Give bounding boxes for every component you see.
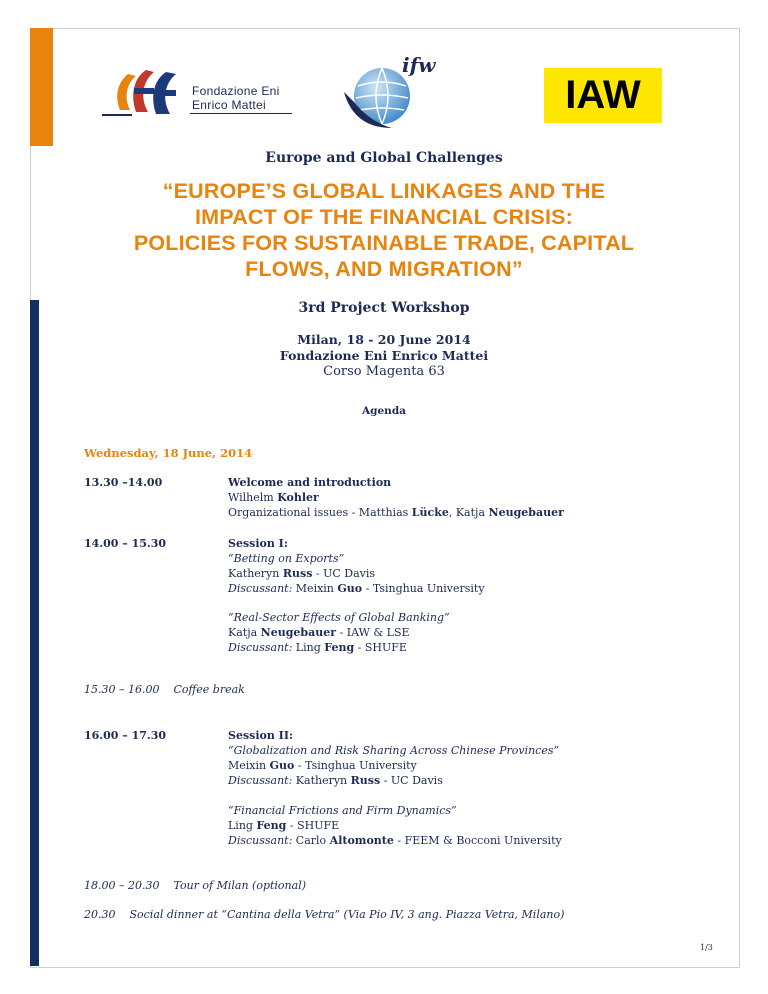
slot-title: Welcome and introduction bbox=[228, 476, 392, 489]
title-line-3: POLICIES FOR SUSTAINABLE TRADE, CAPITAL bbox=[133, 231, 635, 255]
discussant-last: Altomonte bbox=[329, 834, 394, 847]
social-dinner: 20.30 Social dinner at “Cantina della Vetra” (Via Pio IV, 3 ang. Piazza Vetra, Milano) bbox=[84, 908, 565, 921]
speaker-line bbox=[228, 490, 564, 505]
slot-welcome bbox=[228, 475, 564, 520]
discussant-label: Discussant: bbox=[228, 774, 293, 787]
agenda-heading: Agenda bbox=[362, 405, 406, 417]
presenter-first: Meixin bbox=[228, 759, 267, 772]
series-heading: Europe and Global Challenges bbox=[265, 150, 503, 166]
presenter-first: Katheryn bbox=[228, 567, 280, 580]
discussant-first: Carlo bbox=[295, 834, 327, 847]
presenter-line bbox=[228, 625, 450, 640]
slot-time: 16.00 – 17.30 bbox=[84, 729, 167, 742]
coffee-break: 15.30 – 16.00 Coffee break bbox=[84, 683, 245, 696]
discussant-last: Russ bbox=[350, 774, 381, 787]
presenter-affiliation: - UC Davis bbox=[315, 567, 376, 580]
feem-line-1: Fondazione Eni bbox=[192, 84, 280, 98]
ifw-logo-text: ifw bbox=[402, 53, 436, 77]
accent-bar-navy bbox=[30, 300, 39, 966]
session-1-paper-2 bbox=[228, 610, 450, 655]
feem-line-2: Enrico Mattei bbox=[192, 98, 266, 112]
feem-logo-text bbox=[192, 84, 280, 112]
discussant-line bbox=[228, 833, 562, 848]
presenter-first: Katja bbox=[228, 626, 258, 639]
discussant-affiliation: - FEEM & Bocconi University bbox=[397, 834, 562, 847]
speaker-last: Kohler bbox=[277, 491, 319, 504]
discussant-label: Discussant: bbox=[228, 834, 293, 847]
workshop-title bbox=[0, 178, 768, 282]
discussant-last: Feng bbox=[324, 641, 355, 654]
venue-address: Corso Magenta 63 bbox=[323, 364, 445, 379]
iaw-logo-text: IAW bbox=[565, 73, 641, 117]
presenter-last: Neugebauer bbox=[260, 626, 337, 639]
presenter-first: Ling bbox=[228, 819, 253, 832]
paper-title: “Real-Sector Effects of Global Banking” bbox=[228, 611, 450, 624]
org-separator: , Katja bbox=[448, 506, 486, 519]
session-2 bbox=[228, 728, 559, 788]
slot-time: 13.30 –14.00 bbox=[84, 476, 163, 489]
day-heading: Wednesday, 18 June, 2014 bbox=[84, 446, 253, 460]
presenter-affiliation: - IAW & LSE bbox=[339, 626, 410, 639]
title-line-4: FLOWS, AND MIGRATION” bbox=[245, 257, 523, 281]
session-2-paper-2 bbox=[228, 803, 562, 848]
discussant-first: Katheryn bbox=[295, 774, 348, 787]
tour-of-milan: 18.00 – 20.30 Tour of Milan (optional) bbox=[84, 879, 307, 892]
discussant-affiliation: - UC Davis bbox=[383, 774, 443, 787]
presenter-line bbox=[228, 758, 559, 773]
session-label: Session II: bbox=[228, 729, 294, 742]
presenter-last: Guo bbox=[269, 759, 295, 772]
discussant-label: Discussant: bbox=[228, 641, 293, 654]
discussant-line bbox=[228, 773, 559, 788]
title-line-2: IMPACT OF THE FINANCIAL CRISIS: bbox=[194, 205, 574, 229]
speaker-first: Wilhelm bbox=[228, 491, 274, 504]
paper-title: “Betting on Exports” bbox=[228, 552, 345, 565]
org-name-2: Neugebauer bbox=[488, 506, 564, 519]
host-institution: Fondazione Eni Enrico Mattei bbox=[279, 348, 489, 363]
workshop-number: 3rd Project Workshop bbox=[298, 300, 470, 316]
paper-title: “Globalization and Risk Sharing Across Chinese Provinces” bbox=[228, 744, 560, 757]
discussant-line bbox=[228, 640, 450, 655]
discussant-first: Meixin bbox=[295, 582, 334, 595]
session-label: Session I: bbox=[228, 537, 288, 550]
presenter-line bbox=[228, 818, 562, 833]
accent-bar-orange bbox=[30, 28, 53, 146]
discussant-line bbox=[228, 581, 485, 596]
page-number: 1/3 bbox=[700, 943, 713, 952]
organizational-line bbox=[228, 505, 564, 520]
presenter-last: Feng bbox=[256, 819, 287, 832]
slot-time: 14.00 – 15.30 bbox=[84, 537, 167, 550]
title-line-1: “EUROPE’S GLOBAL LINKAGES AND THE bbox=[162, 179, 606, 203]
presenter-last: Russ bbox=[282, 567, 313, 580]
discussant-affiliation: - SHUFE bbox=[357, 641, 407, 654]
discussant-last: Guo bbox=[337, 582, 363, 595]
presenter-affiliation: - Tsinghua University bbox=[297, 759, 417, 772]
org-prefix: Organizational issues - Matthias bbox=[228, 506, 409, 519]
paper-title: “Financial Frictions and Firm Dynamics” bbox=[228, 804, 457, 817]
org-name-1: Lücke bbox=[411, 506, 449, 519]
presenter-line bbox=[228, 566, 485, 581]
discussant-first: Ling bbox=[295, 641, 321, 654]
ifw-logo bbox=[340, 52, 440, 130]
presenter-affiliation: - SHUFE bbox=[289, 819, 340, 832]
city-date: Milan, 18 - 20 June 2014 bbox=[297, 332, 471, 347]
discussant-affiliation: - Tsinghua University bbox=[365, 582, 485, 595]
session-1 bbox=[228, 536, 485, 596]
iaw-logo bbox=[544, 68, 662, 123]
discussant-label: Discussant: bbox=[228, 582, 293, 595]
feem-logo-rule bbox=[190, 113, 292, 114]
